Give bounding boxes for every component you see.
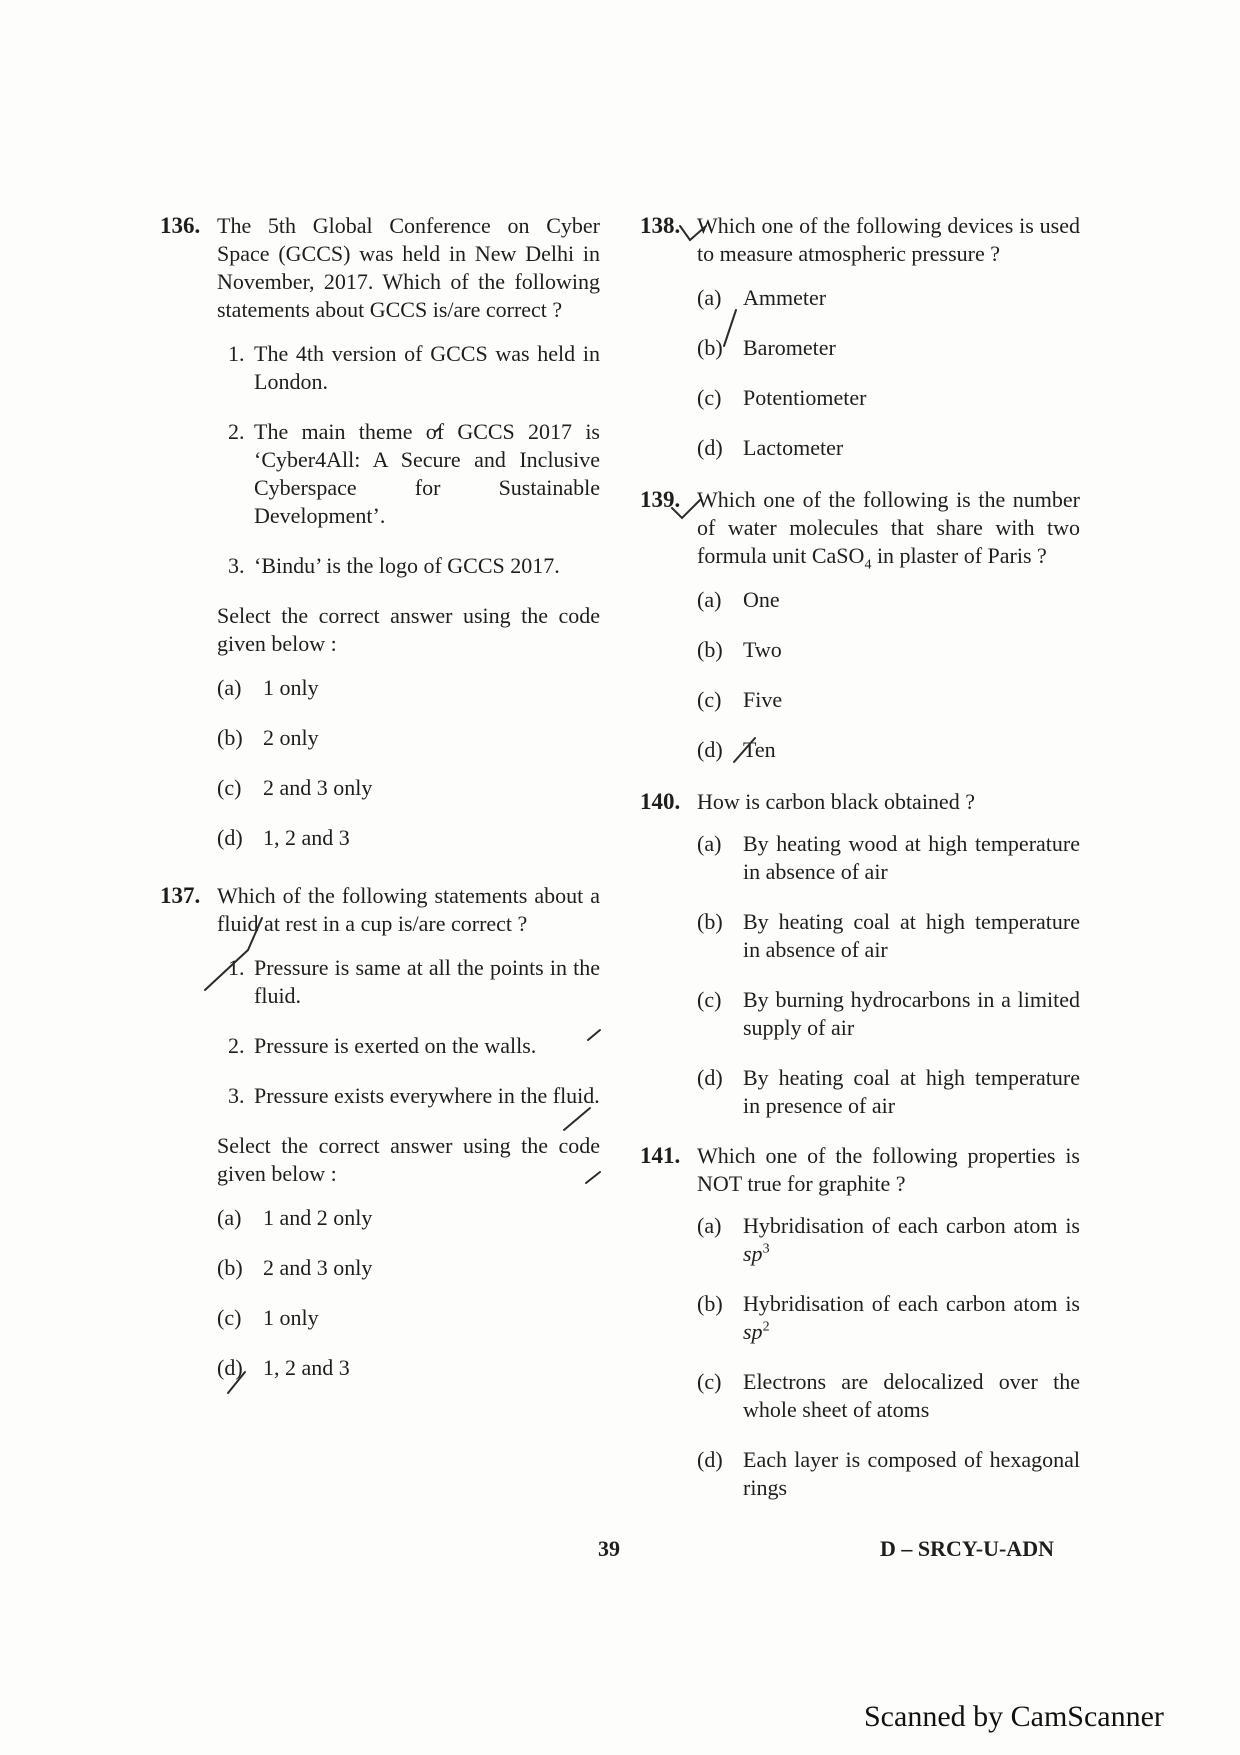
option-label: (c) [697,385,722,410]
question-text: How is carbon black obtained ? [697,789,975,814]
hybrid-term: sp [743,1319,763,1344]
question-text: Which of the following statements about a fluid at rest in a cup is/are correct ? [217,883,600,936]
option-label: (a) [217,675,242,700]
option-b[interactable] [697,334,1080,362]
option-label: (b) [697,335,723,360]
option-a[interactable] [697,1212,1080,1268]
option-a[interactable] [697,830,1080,886]
statement-list [228,954,600,1110]
option-label: (c) [217,1305,242,1330]
subscript: 4 [864,557,872,573]
question-136 [160,212,600,852]
instruction-text: Select the correct answer using the code given below : [217,603,600,656]
option-c[interactable] [217,1304,600,1332]
option-text: Each layer is composed of hexagonal rings [743,1447,1080,1500]
instruction-text: Select the correct answer using the code given below : [217,1133,600,1186]
option-text: 2 and 3 only [263,1255,373,1280]
page-number: 39 [598,1536,620,1561]
option-text: Electrons are delocalized over the whole sheet of atoms [743,1369,1080,1422]
option-label: (a) [697,285,722,310]
option-text: 1 only [263,675,319,700]
option-d[interactable] [697,736,1080,764]
statement-number: 2. [228,1033,245,1058]
option-label: (d) [217,825,243,850]
option-text: By heating wood at high temperature in absence of air [743,831,1080,884]
statement [228,954,600,1010]
scanner-watermark: Scanned by CamScanner [864,1700,1164,1733]
option-label: (c) [697,987,722,1012]
option-b[interactable] [697,908,1080,964]
option-label: (d) [697,435,723,460]
statement-number: 1. [228,955,245,980]
option-label: (b) [217,1255,243,1280]
option-label: (c) [697,1369,722,1394]
question-text: The 5th Global Conference on Cyber Space (GCCS) was held in New Delhi in November, 2017. Which of the following statements about GCCS is/are correct ? [217,213,600,322]
statement-number: 3. [228,553,245,578]
option-text: Five [743,687,783,712]
statement [228,340,600,396]
option-label: (a) [697,831,722,856]
question-text: Which one of the following devices is used to measure atmospheric pressure ? [697,213,1080,266]
statement-list [228,340,600,580]
option-label: (d) [697,737,723,762]
option-c[interactable] [697,384,1080,412]
option-text: Lactometer [743,435,844,460]
option-d[interactable] [217,824,600,852]
left-column [160,212,600,1404]
option-text: 2 and 3 only [263,775,373,800]
option-list [697,586,1080,764]
superscript: 2 [762,1319,770,1335]
option-c[interactable] [697,986,1080,1042]
option-text: Ammeter [743,285,827,310]
option-a[interactable] [217,1204,600,1232]
option-label: (b) [697,637,723,662]
option-list [697,1212,1080,1502]
option-d[interactable] [697,1446,1080,1502]
option-label: (b) [697,909,723,934]
statement [228,1032,600,1060]
option-list [697,830,1080,1120]
question-number: 141. [640,1143,681,1168]
option-text: 1, 2 and 3 [263,1355,350,1380]
option-d[interactable] [217,1354,600,1382]
option-b[interactable] [217,724,600,752]
question-number: 140. [640,789,681,814]
option-a[interactable] [697,284,1080,312]
question-140 [640,788,1080,1120]
statement-text: The 4th version of GCCS was held in London. [254,341,600,394]
question-text-part: in plaster of Paris ? [871,543,1047,568]
statement-text: Pressure is same at all the points in the fluid. [254,955,600,1008]
option-list [697,284,1080,462]
option-label: (b) [217,725,243,750]
option-b[interactable] [217,1254,600,1282]
option-text: Hybridisation of each carbon atom is [743,1213,1080,1238]
right-column [640,212,1080,1524]
hybrid-term: sp [743,1241,763,1266]
option-text: Hybridisation of each carbon atom is [743,1291,1080,1316]
option-text: By burning hydrocarbons in a limited supply of air [743,987,1080,1040]
question-139 [640,486,1080,764]
statement-number: 1. [228,341,245,366]
option-label: (b) [697,1291,723,1316]
superscript: 3 [762,1241,770,1257]
question-137 [160,882,600,1382]
option-d[interactable] [697,434,1080,462]
question-number: 137. [160,883,201,908]
option-b[interactable] [697,636,1080,664]
question-number: 139. [640,487,681,512]
question-141 [640,1142,1080,1502]
option-label: (c) [697,687,722,712]
question-text: Which one of the following properties is NOT true for graphite ? [697,1143,1080,1196]
option-text: Ten [743,737,776,762]
option-text: 1, 2 and 3 [263,825,350,850]
option-a[interactable] [697,586,1080,614]
option-text: Two [743,637,782,662]
question-text-part: Which one of the following is the number of water molecules that share with two formula unit CaSO [697,487,1080,568]
option-b[interactable] [697,1290,1080,1346]
option-text: By heating coal at high temperature in absence of air [743,909,1080,962]
statement [228,552,600,580]
option-list [217,1204,600,1382]
statement-text: ‘Bindu’ is the logo of GCCS 2017. [254,553,560,578]
statement-number: 3. [228,1083,245,1108]
question-number: 138. [640,213,681,238]
option-text: Potentiometer [743,385,867,410]
option-list [217,674,600,852]
option-text: 1 only [263,1305,319,1330]
question-number: 136. [160,213,201,238]
booklet-code: D – SRCY-U-ADN [880,1536,1054,1561]
option-label: (a) [697,1213,722,1238]
option-text: One [743,587,780,612]
option-c[interactable] [697,686,1080,714]
option-c[interactable] [697,1368,1080,1424]
option-label: (d) [697,1065,723,1090]
question-138 [640,212,1080,462]
statement [228,418,600,530]
statement-number: 2. [228,419,245,444]
statement-text: The main theme of GCCS 2017 is ‘Cyber4All: A Secure and Inclusive Cyberspace for Sustainable Development’. [254,419,600,528]
option-a[interactable] [217,674,600,702]
statement-text: Pressure exists everywhere in the fluid. [254,1083,600,1108]
option-label: (d) [217,1355,243,1380]
option-label: (d) [697,1447,723,1472]
option-text: Barometer [743,335,836,360]
option-d[interactable] [697,1064,1080,1120]
option-text: By heating coal at high temperature in presence of air [743,1065,1080,1118]
option-label: (a) [217,1205,242,1230]
option-label: (a) [697,587,722,612]
option-text: 2 only [263,725,319,750]
question-text [697,486,1080,573]
option-text: 1 and 2 only [263,1205,373,1230]
statement [228,1082,600,1110]
option-label: (c) [217,775,242,800]
option-c[interactable] [217,774,600,802]
statement-text: Pressure is exerted on the walls. [254,1033,537,1058]
